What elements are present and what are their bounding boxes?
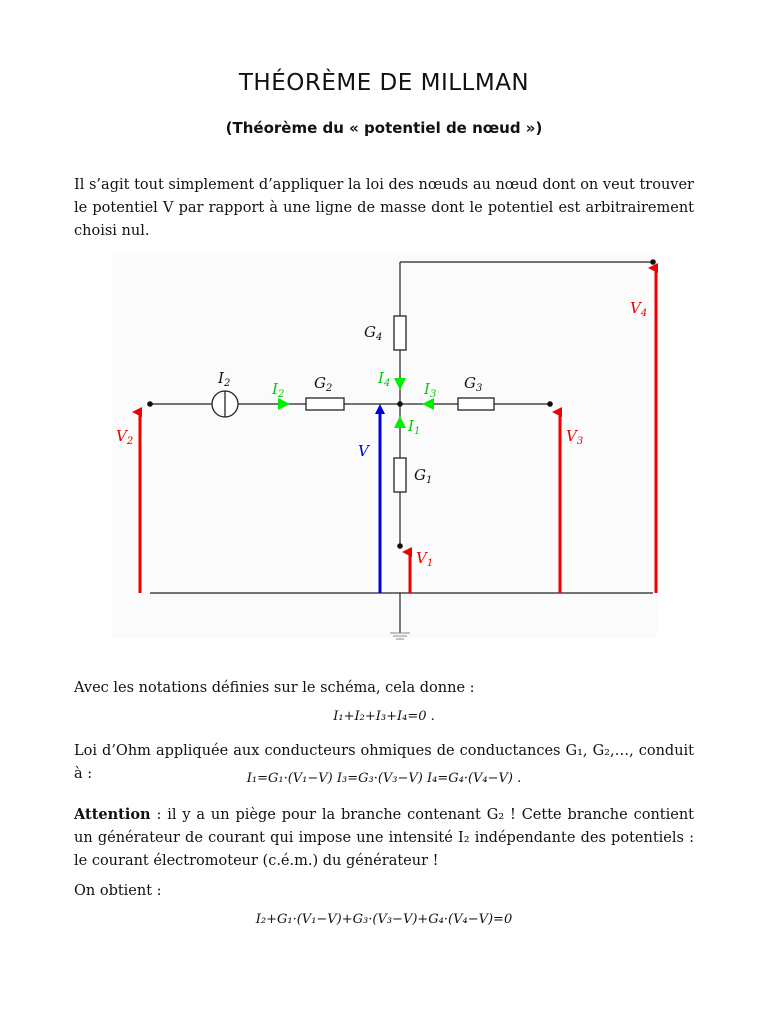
label-g4: $G_4$: [364, 323, 383, 343]
resistor-g2: [306, 398, 344, 410]
ohm-law-paragraph: Loi d’Ohm appliquée aux conducteurs ohmiques de conductances G₁, G₂,…, conduit à :: [74, 743, 694, 782]
intro-paragraph: Il s’agit tout simplement d’appliquer la loi des nœuds au nœud dont on veut trouver le potentiel V par rapport à une ligne de masse dont le potentiel est arbitrairement choisi nul.: [74, 177, 694, 239]
attention-text: : il y a un piège pour la branche contenant G₂ ! Cette branche contient un générateur de courant qui impose une intensité I₂ indépendante des potentiels : le courant électromoteur (c.é.m.) du générateur !: [74, 807, 694, 869]
label-i3: $I_3$: [424, 380, 437, 400]
page-title: THÉORÈME DE MILLMAN: [238, 70, 530, 96]
page-subtitle: (Théorème du « potentiel de nœud »): [225, 119, 543, 137]
result-intro: On obtient :: [74, 883, 162, 899]
label-v4: $V_4$: [630, 299, 648, 319]
current-source-icon: [212, 391, 238, 417]
label-v3: $V_3$: [566, 427, 584, 447]
label-g1: $G_1$: [414, 466, 433, 486]
equation-millman-result: I₂+G₁·(V₁−V)+G₃·(V₃−V)+G₄·(V₄−V)=0: [255, 912, 513, 927]
equation-ohm-law: I₁=G₁·(V₁−V) I₃=G₃·(V₃−V) I₄=G₄·(V₄−V) .: [246, 771, 522, 786]
resistor-g4: [394, 316, 406, 350]
resistor-g3: [458, 398, 494, 410]
label-v1: $V_1$: [416, 549, 434, 569]
attention-paragraph: [74, 803, 694, 873]
label-i2-current: $I_2$: [272, 380, 285, 400]
label-i1: $I_1$: [408, 417, 421, 437]
equation-current-sum: I₁+I₂+I₃+I₄=0 .: [333, 709, 435, 724]
diagram-background: [112, 253, 657, 638]
attention-label: Attention: [74, 806, 151, 823]
label-v2: $V_2$: [116, 427, 134, 447]
notation-paragraph: Avec les notations définies sur le schéma, cela donne :: [74, 680, 475, 696]
label-i2-source: $I_2$: [218, 369, 231, 389]
label-i4: $I_4$: [378, 369, 391, 389]
label-g3: $G_3$: [464, 374, 483, 394]
label-g2: $G_2$: [314, 374, 333, 394]
label-v: V: [358, 442, 369, 460]
resistor-g1: [394, 458, 406, 492]
